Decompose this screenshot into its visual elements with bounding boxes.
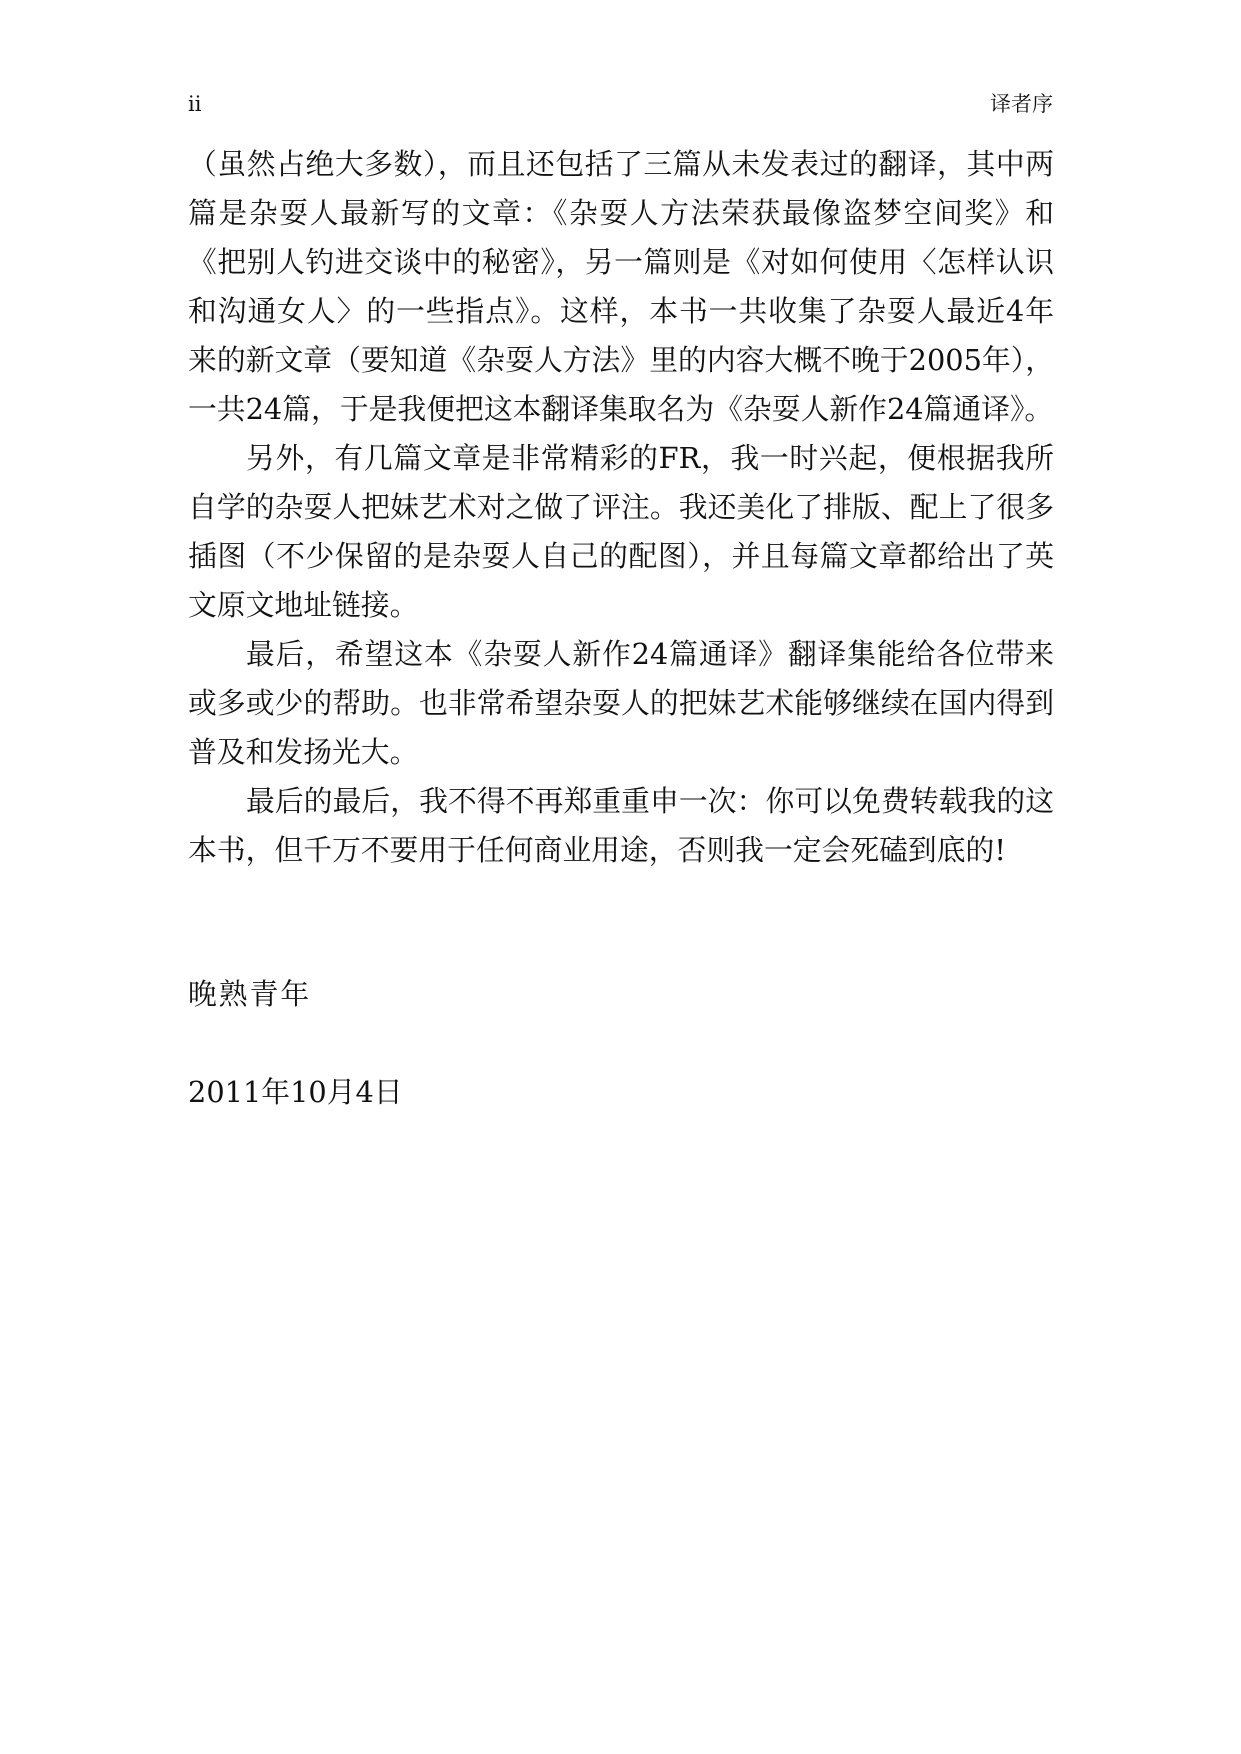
- paragraph: 最后，希望这本《杂耍人新作24篇通译》翻译集能给各位带来或多或少的帮助。也非常希望杂耍人的把妹艺术能够继续在国内得到普及和发扬光大。: [188, 637, 1054, 769]
- running-header-title: 译者序: [990, 92, 1053, 116]
- date-line: 2011年10月4日: [188, 1075, 403, 1109]
- body-text: [188, 140, 1054, 875]
- page-number: ii: [188, 92, 202, 116]
- paragraph: 最后的最后，我不得不再郑重重申一次：你可以免费转载我的这本书，但千万不要用于任何商业用途，否则我一定会死磕到底的!: [188, 784, 1054, 867]
- paragraph-continued: （虽然占绝大多数），而且还包括了三篇从未发表过的翻译，其中两篇是杂耍人最新写的文章：《杂耍人方法荣获最像盗梦空间奖》和《把别人钓进交谈中的秘密》，另一篇则是《对如何使用〈怎样认识和沟通女人〉的一些指点》。这样，本书一共收集了杂耍人最近4年来的新文章（要知道《杂耍人方法》里的内容大概不晚于2005年），一共24篇，于是我便把这本翻译集取名为《杂耍人新作24篇通译》。: [188, 147, 1054, 426]
- author-signature: 晚熟青年: [188, 977, 312, 1011]
- paragraph: 另外，有几篇文章是非常精彩的FR，我一时兴起，便根据我所自学的杂耍人把妹艺术对之做了评注。我还美化了排版、配上了很多插图（不少保留的是杂耍人自己的配图），并且每篇文章都给出了英文原文地址链接。: [188, 441, 1054, 622]
